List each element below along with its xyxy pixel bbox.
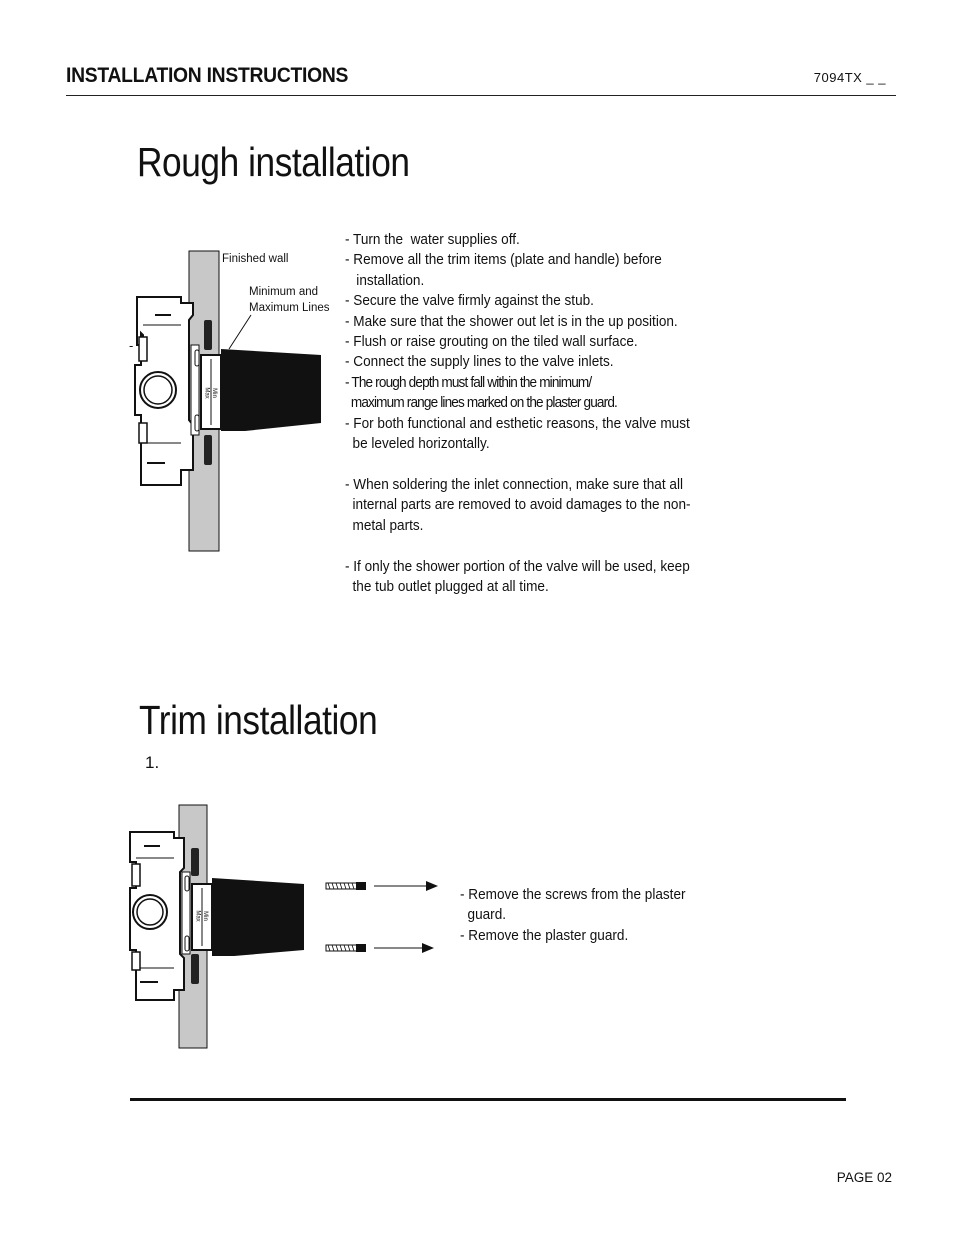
rough-installation-diagram: [125, 245, 340, 560]
step-number: 1.: [145, 753, 160, 772]
rough-instruction-line: internal parts are removed to avoid damages to the non-: [345, 497, 691, 514]
min-mark: Min: [201, 911, 208, 921]
header-divider: [66, 95, 896, 96]
arrow-right-icon: [374, 881, 438, 891]
trim-instruction-line: - Remove the screws from the plaster: [460, 887, 686, 903]
rough-instructions: [345, 230, 735, 597]
rough-instruction-line: [345, 454, 708, 474]
trim-instructions: [460, 885, 703, 946]
trim-installation-diagram: [120, 800, 450, 1055]
rough-installation-title: Rough installation: [137, 139, 410, 185]
page-number: PAGE 02: [836, 1170, 892, 1185]
finished-wall-label: Finished wall: [222, 253, 289, 265]
rough-instruction-line: - Remove all the trim items (plate and handle) before: [345, 252, 662, 269]
trim-valve-illustration: [120, 800, 450, 1055]
rough-instruction-line: - When soldering the inlet connection, make sure that all: [345, 476, 683, 493]
max-mark: Max: [194, 910, 201, 922]
screw-icon: [326, 944, 366, 952]
trim-instruction-line: - Remove the plaster guard.: [460, 927, 629, 944]
rough-instruction-line: - Secure the valve firmly against the stub.: [345, 293, 594, 310]
rough-instruction-line: - Connect the supply lines to the valve inlets.: [345, 354, 614, 371]
rough-instruction-line: metal parts.: [345, 517, 424, 534]
dash-mark: -: [129, 338, 134, 353]
rough-instruction-line: maximum range lines marked on the plaster guard.: [345, 395, 617, 412]
rough-instruction-line: be leveled horizontally.: [345, 436, 490, 453]
rough-instruction-line: - For both functional and esthetic reasons, the valve must: [345, 415, 690, 432]
trim-instruction-line: guard.: [460, 907, 507, 924]
rough-instruction-line: - Turn the water supplies off.: [345, 232, 520, 248]
rough-instruction-line: [345, 536, 708, 556]
max-mark: Max: [203, 387, 210, 399]
rough-instruction-line: the tub outlet plugged at all time.: [345, 578, 549, 595]
rough-instruction-line: installation.: [345, 272, 425, 289]
footer-divider: [130, 1098, 846, 1101]
header-title: INSTALLATION INSTRUCTIONS: [66, 64, 349, 87]
min-max-lines-label-1: Minimum and: [249, 286, 319, 298]
arrow-right-icon: [374, 943, 434, 953]
rough-instruction-line: - If only the shower portion of the valve will be used, keep: [345, 558, 690, 575]
screw-icon: [326, 882, 366, 890]
min-max-lines-label-2: Maximum Lines: [249, 302, 330, 314]
rough-instruction-line: - Make sure that the shower out let is in the up position.: [345, 313, 678, 330]
model-number: 7094TX _ _: [813, 70, 886, 85]
rough-instruction-line: - Flush or raise grouting on the tiled wall surface.: [345, 334, 638, 351]
trim-installation-title: Trim installation: [139, 697, 378, 743]
min-mark: Min: [210, 388, 217, 398]
rough-instruction-line: - The rough depth must fall within the minimum/: [345, 374, 592, 391]
